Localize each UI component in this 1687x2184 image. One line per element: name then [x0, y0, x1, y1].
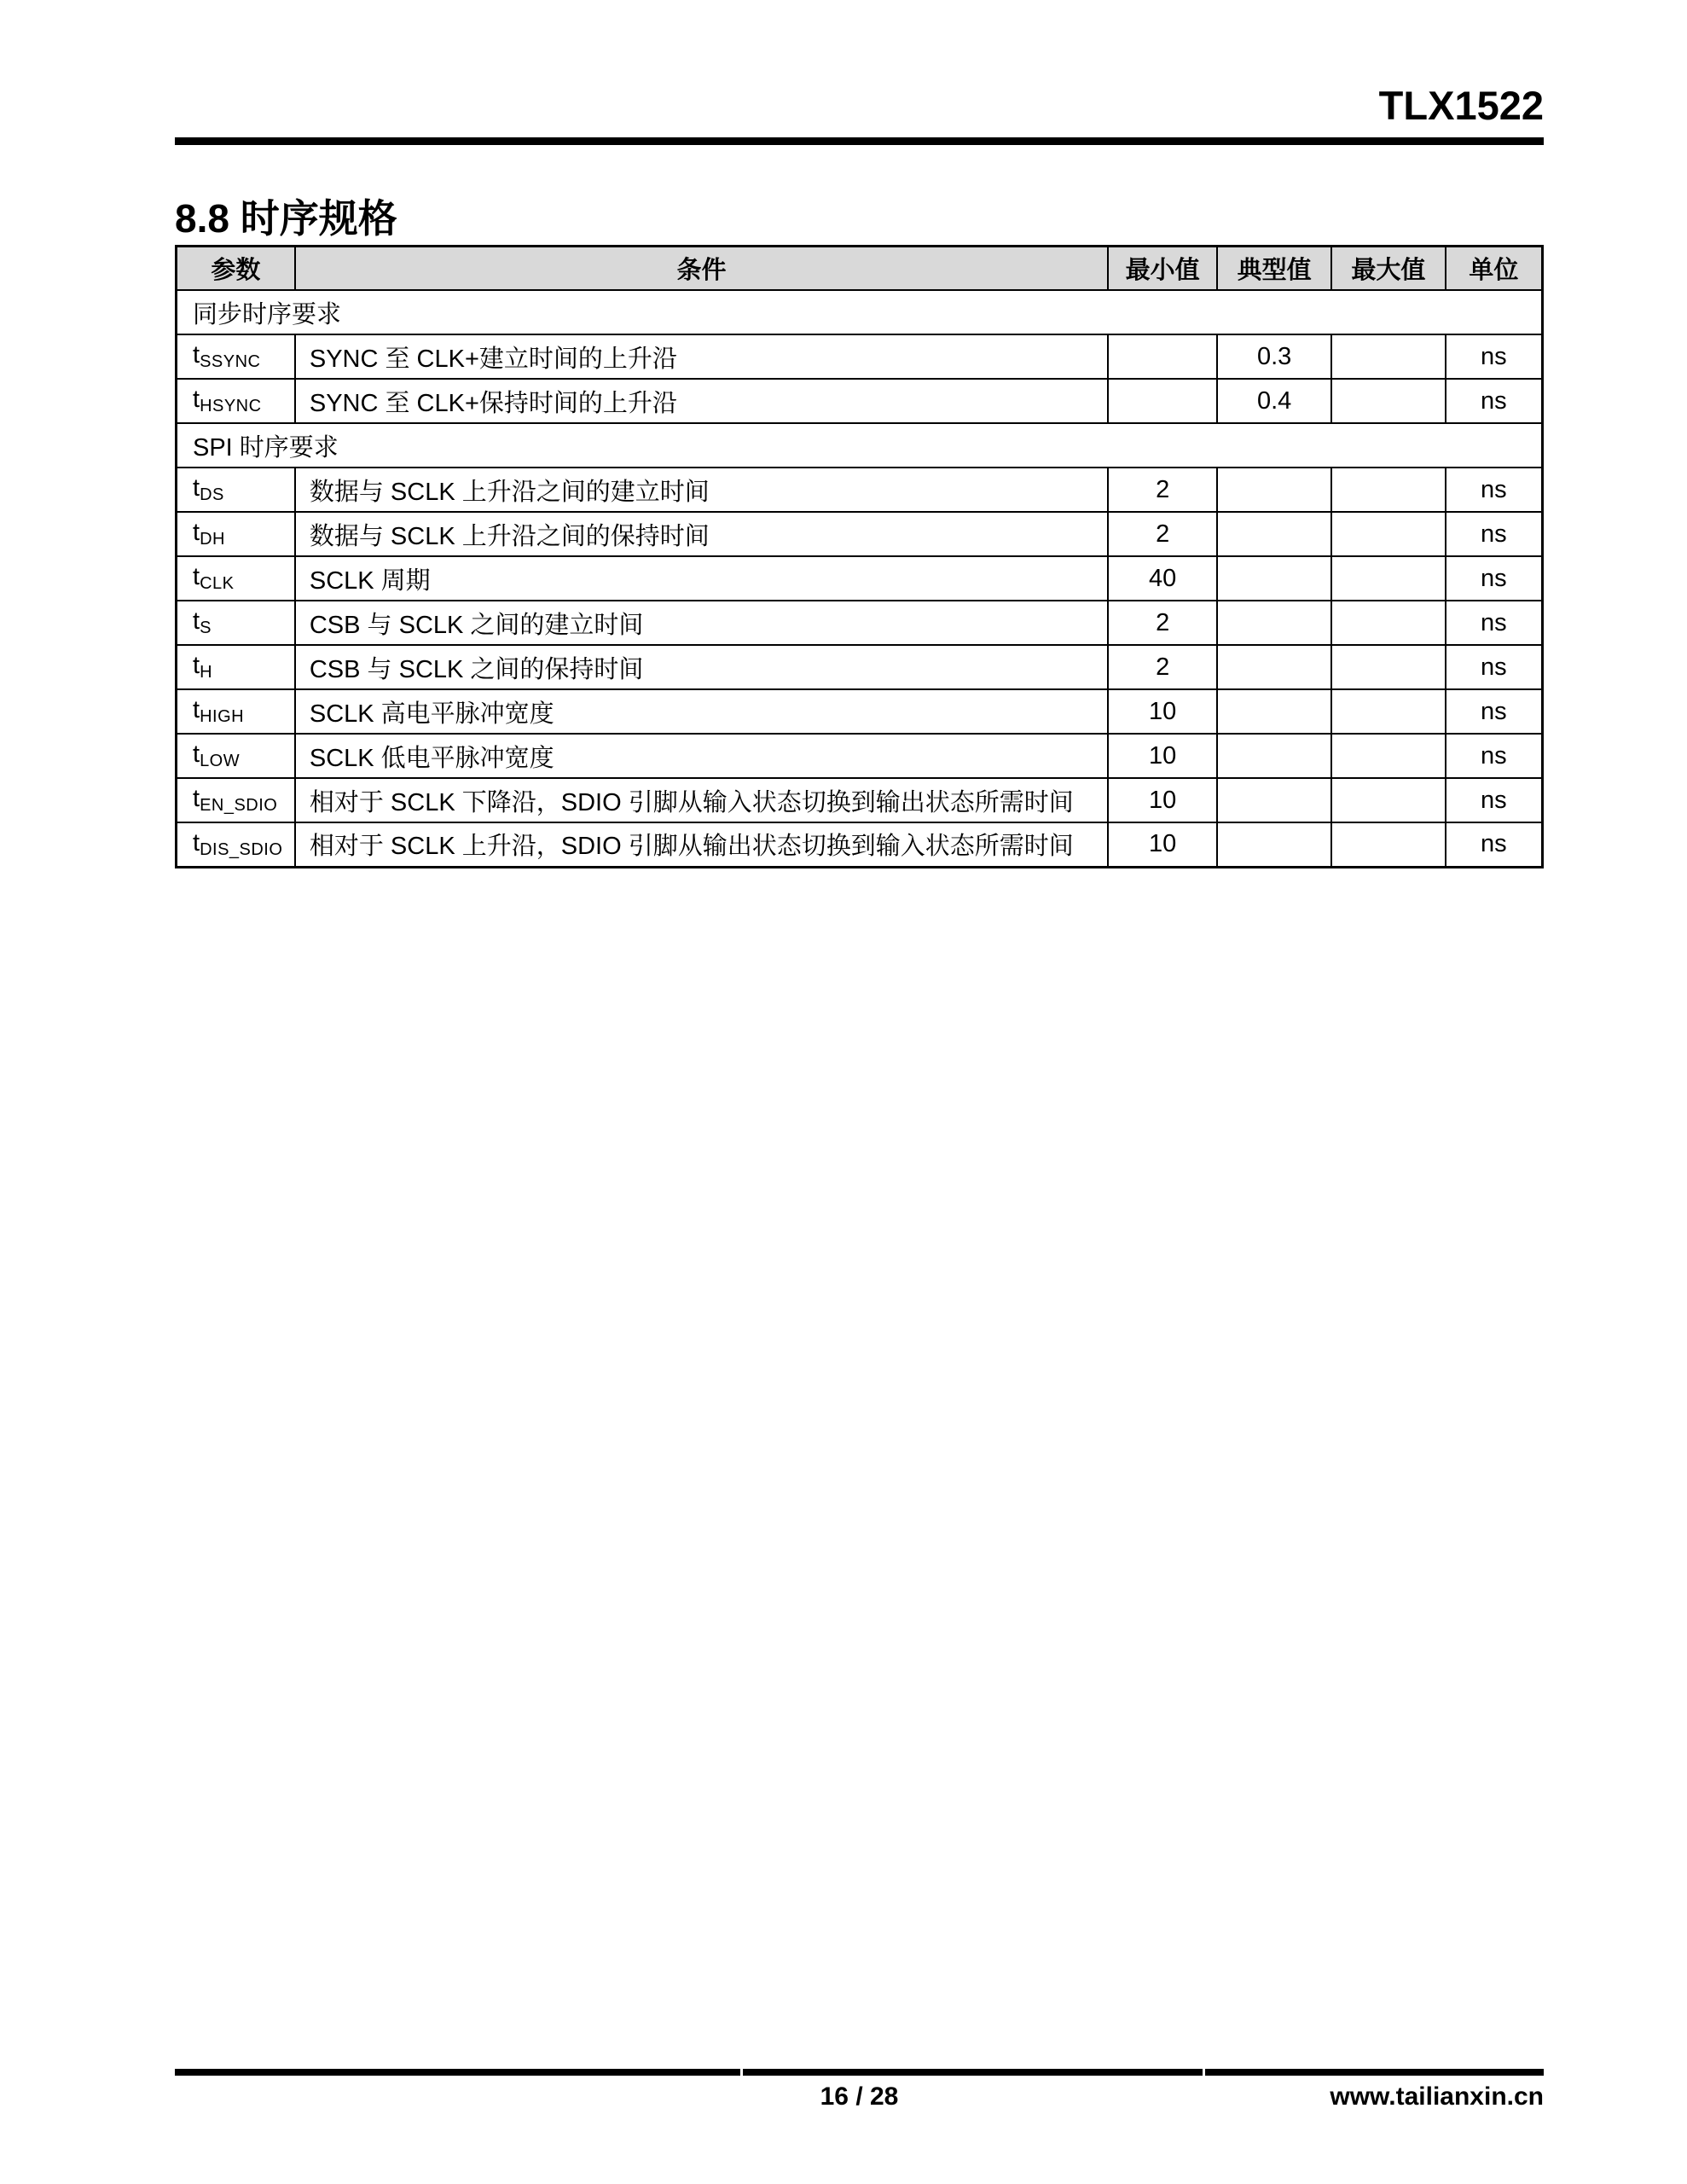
max-value-cell — [1331, 645, 1446, 689]
condition-cell: SCLK 低电平脉冲宽度 — [295, 734, 1108, 778]
max-value-cell — [1331, 512, 1446, 556]
max-value-cell — [1331, 556, 1446, 601]
min-value-cell: 40 — [1108, 556, 1217, 601]
timing-spec-table — [175, 245, 1544, 868]
column-header-condition: 条件 — [295, 246, 1108, 290]
section-title: 8.8 时序规格 — [175, 195, 397, 241]
param-symbol-subscript: SSYNC — [200, 352, 261, 372]
min-value-cell: 10 — [1108, 689, 1217, 734]
header-rule — [175, 137, 1544, 145]
condition-cell: 相对于 SCLK 上升沿，SDIO 引脚从输出状态切换到输入状态所需时间 — [295, 822, 1108, 867]
typ-value-cell — [1217, 556, 1331, 601]
param-symbol: $t_{LOW}$ — [177, 734, 295, 778]
typ-value-cell: 0.4 — [1217, 379, 1331, 423]
unit-cell: ns — [1446, 334, 1543, 379]
page-footer — [175, 2069, 1544, 2115]
max-value-cell — [1331, 334, 1446, 379]
min-value-cell: 2 — [1108, 645, 1217, 689]
param-row — [177, 468, 1543, 512]
condition-cell: CSB 与 SCLK 之间的保持时间 — [295, 645, 1108, 689]
condition-cell: 数据与 SCLK 上升沿之间的保持时间 — [295, 512, 1108, 556]
max-value-cell — [1331, 601, 1446, 645]
typ-value-cell — [1217, 601, 1331, 645]
typ-value-cell: 0.3 — [1217, 334, 1331, 379]
unit-cell: ns — [1446, 822, 1543, 867]
table-body — [177, 290, 1543, 867]
condition-cell: SCLK 高电平脉冲宽度 — [295, 689, 1108, 734]
param-symbol-subscript: DIS_SDIO — [200, 839, 283, 859]
unit-cell: ns — [1446, 734, 1543, 778]
param-symbol-subscript: LOW — [200, 752, 241, 771]
param-symbol: $t_S$ — [177, 601, 295, 645]
condition-cell: 数据与 SCLK 上升沿之间的建立时间 — [295, 468, 1108, 512]
section-label: 同步时序要求 — [177, 290, 1543, 334]
min-value-cell: 10 — [1108, 778, 1217, 822]
min-value-cell — [1108, 379, 1217, 423]
max-value-cell — [1331, 468, 1446, 512]
param-row — [177, 822, 1543, 867]
param-symbol: $t_{DH}$ — [177, 512, 295, 556]
unit-cell: ns — [1446, 645, 1543, 689]
condition-cell: 相对于 SCLK 下降沿，SDIO 引脚从输入状态切换到输出状态所需时间 — [295, 778, 1108, 822]
column-header-typ: 典型值 — [1217, 246, 1331, 290]
min-value-cell: 10 — [1108, 734, 1217, 778]
param-row — [177, 601, 1543, 645]
max-value-cell — [1331, 734, 1446, 778]
page-number: 16 / 28 — [820, 2082, 899, 2111]
footer-rule — [175, 2069, 1544, 2076]
unit-cell: ns — [1446, 778, 1543, 822]
min-value-cell: 2 — [1108, 468, 1217, 512]
doc-title: TLX1522 — [1378, 83, 1544, 128]
min-value-cell: 10 — [1108, 822, 1217, 867]
section-row — [177, 423, 1543, 468]
param-row — [177, 512, 1543, 556]
param-symbol-subscript: HSYNC — [200, 397, 262, 416]
param-symbol: $t_{EN\_SDIO}$ — [177, 778, 295, 822]
param-symbol-subscript: DH — [200, 530, 225, 549]
min-value-cell: 2 — [1108, 601, 1217, 645]
section-label: SPI 时序要求 — [177, 423, 1543, 468]
unit-cell: ns — [1446, 601, 1543, 645]
param-row — [177, 734, 1543, 778]
footer-textline — [175, 2082, 1544, 2115]
param-symbol: $t_{DS}$ — [177, 468, 295, 512]
unit-cell: ns — [1446, 379, 1543, 423]
max-value-cell — [1331, 689, 1446, 734]
column-header-unit: 单位 — [1446, 246, 1543, 290]
param-row — [177, 645, 1543, 689]
param-symbol: $t_{SSYNC}$ — [177, 334, 295, 379]
max-value-cell — [1331, 379, 1446, 423]
param-symbol: $t_{DIS\_SDIO}$ — [177, 822, 295, 867]
param-symbol: $t_{CLK}$ — [177, 556, 295, 601]
param-row — [177, 778, 1543, 822]
unit-cell: ns — [1446, 512, 1543, 556]
param-symbol-subscript: DS — [200, 485, 224, 505]
typ-value-cell — [1217, 468, 1331, 512]
typ-value-cell — [1217, 645, 1331, 689]
condition-cell: SCLK 周期 — [295, 556, 1108, 601]
param-symbol-subscript: H — [200, 663, 213, 682]
param-symbol: $t_{HIGH}$ — [177, 689, 295, 734]
typ-value-cell — [1217, 689, 1331, 734]
param-row — [177, 334, 1543, 379]
max-value-cell — [1331, 778, 1446, 822]
section-row — [177, 290, 1543, 334]
unit-cell: ns — [1446, 689, 1543, 734]
min-value-cell: 2 — [1108, 512, 1217, 556]
param-symbol-subscript: CLK — [200, 574, 235, 594]
param-row — [177, 556, 1543, 601]
condition-cell: SYNC 至 CLK+建立时间的上升沿 — [295, 334, 1108, 379]
typ-value-cell — [1217, 822, 1331, 867]
param-row — [177, 379, 1543, 423]
column-header-parameter: 参数 — [177, 246, 295, 290]
column-header-min: 最小值 — [1108, 246, 1217, 290]
param-row — [177, 689, 1543, 734]
unit-cell: ns — [1446, 468, 1543, 512]
typ-value-cell — [1217, 512, 1331, 556]
website-url: www.tailianxin.cn — [1330, 2082, 1544, 2111]
min-value-cell — [1108, 334, 1217, 379]
page-content — [175, 0, 1544, 868]
condition-cell: CSB 与 SCLK 之间的建立时间 — [295, 601, 1108, 645]
table-header-row — [177, 246, 1543, 290]
unit-cell: ns — [1446, 556, 1543, 601]
param-symbol-subscript: EN_SDIO — [200, 796, 278, 816]
param-symbol-subscript: HIGH — [200, 707, 245, 727]
column-header-max: 最大值 — [1331, 246, 1446, 290]
param-symbol: $t_H$ — [177, 645, 295, 689]
param-symbol-subscript: S — [200, 619, 212, 638]
condition-cell: SYNC 至 CLK+保持时间的上升沿 — [295, 379, 1108, 423]
typ-value-cell — [1217, 734, 1331, 778]
typ-value-cell — [1217, 778, 1331, 822]
param-symbol: $t_{HSYNC}$ — [177, 379, 295, 423]
max-value-cell — [1331, 822, 1446, 867]
